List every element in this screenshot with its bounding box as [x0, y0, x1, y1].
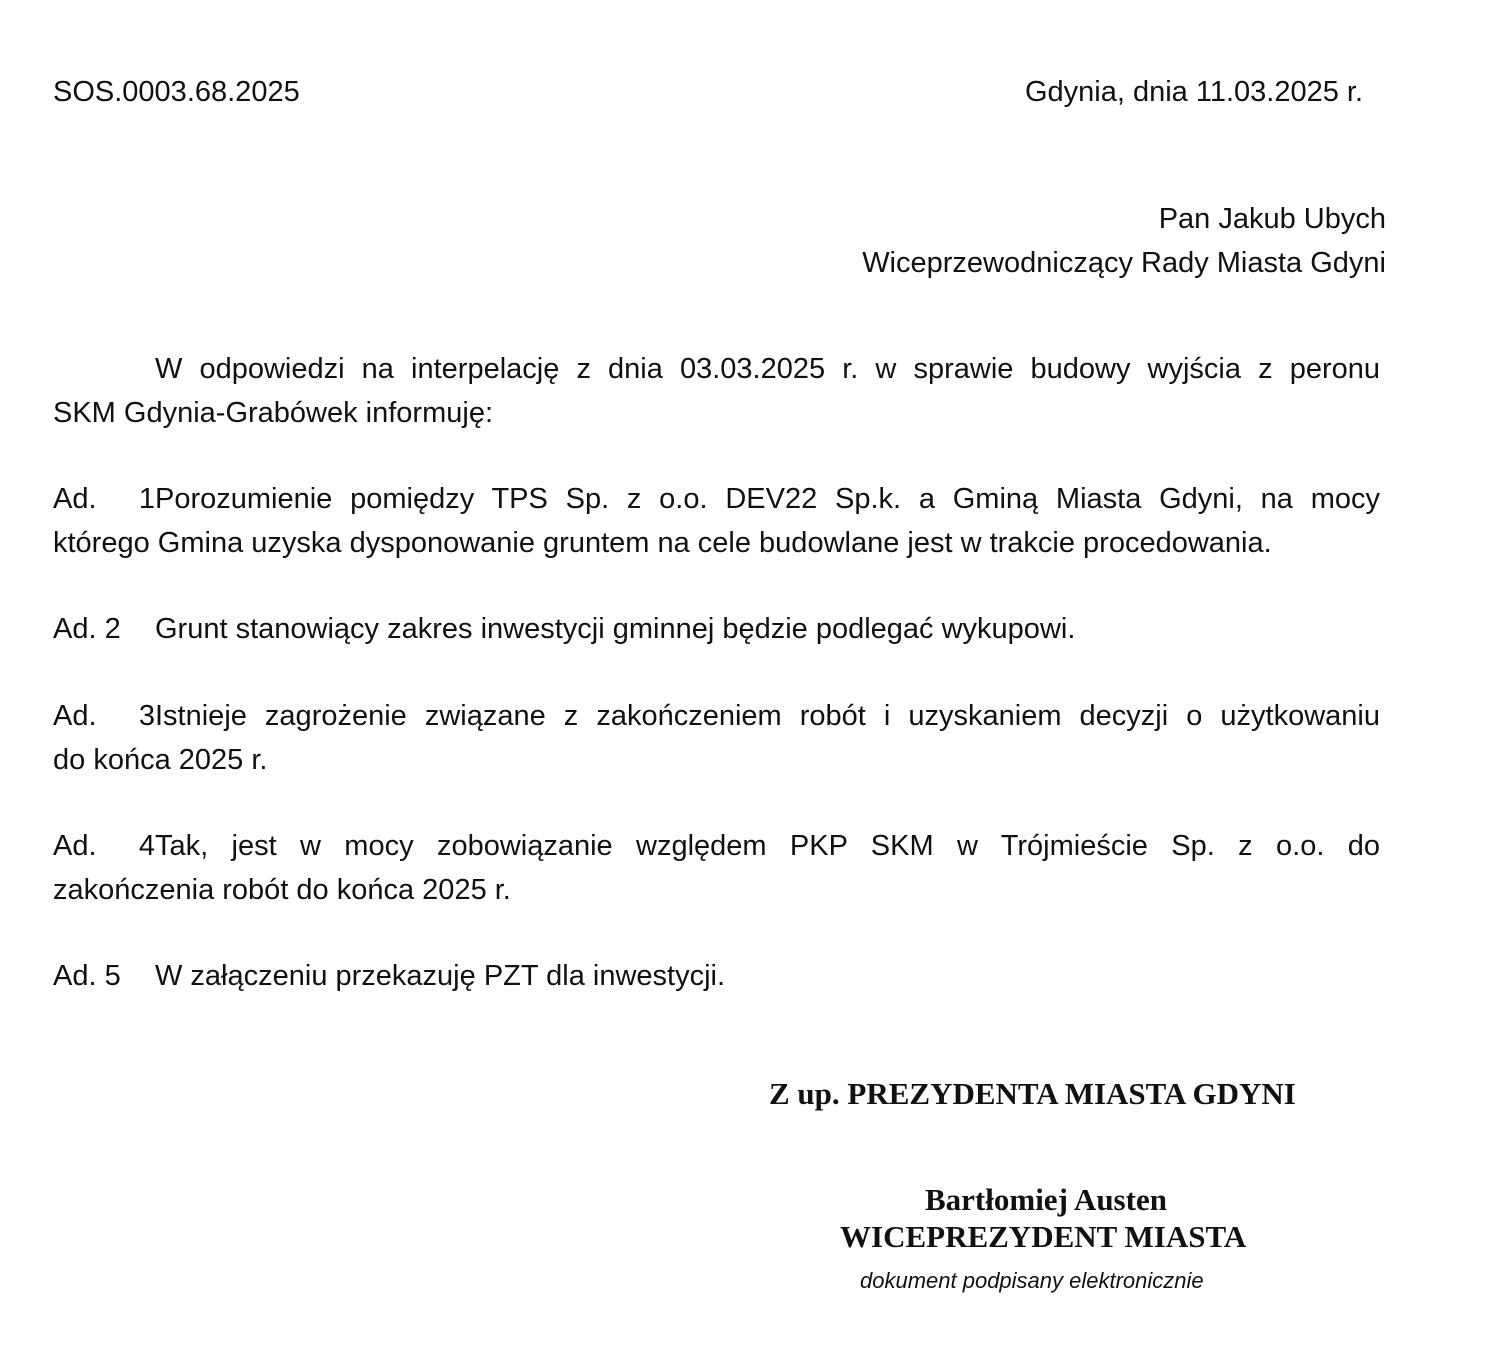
- item-label: Ad. 2: [53, 613, 121, 645]
- signer-title: WICEPREZYDENT MIASTA: [840, 1219, 1247, 1254]
- item-label: Ad. 3: [53, 700, 155, 732]
- item-ad-1-line-1: [53, 477, 1380, 521]
- intro-paragraph: [53, 347, 1380, 435]
- item-text: Tak, jest w mocy zobowiązanie względem PKP SKM w Trójmieście Sp. z o.o. do: [155, 830, 1380, 862]
- item-ad-3-line-2: do końca 2025 r.: [53, 744, 268, 776]
- item-ad-4-line-1: [53, 824, 1380, 868]
- signature-authority: Z up. PREZYDENTA MIASTA GDYNI: [769, 1076, 1296, 1111]
- recipient-block: [862, 197, 1386, 285]
- item-ad-5: [53, 954, 1380, 998]
- electronic-signature-note: dokument podpisany elektronicznie: [860, 1268, 1204, 1293]
- document-reference: SOS.0003.68.2025: [53, 76, 300, 108]
- item-text: Istnieje zagrożenie związane z zakończeniem robót i uzyskaniem decyzji o użytkowaniu: [155, 700, 1380, 732]
- item-text: Porozumienie pomiędzy TPS Sp. z o.o. DEV22 Sp.k. a Gminą Miasta Gdyni, na mocy: [155, 483, 1380, 515]
- item-text: W załączeniu przekazuję PZT dla inwestycji.: [155, 960, 726, 992]
- signer-name: Bartłomiej Austen: [925, 1182, 1167, 1217]
- item-ad-1-line-2: którego Gmina uzyska dysponowanie gruntem na cele budowlane jest w trakcie procedowania.: [53, 527, 1272, 559]
- item-ad-3: [53, 694, 1380, 782]
- item-label: Ad. 1: [53, 483, 155, 515]
- item-ad-1: [53, 477, 1380, 565]
- item-label: Ad. 5: [53, 960, 121, 992]
- intro-line-2: SKM Gdynia-Grabówek informuję:: [53, 397, 493, 429]
- item-text: Grunt stanowiący zakres inwestycji gminnej będzie podlegać wykupowi.: [155, 613, 1076, 645]
- item-ad-5-line-1: [53, 954, 1380, 998]
- recipient-title: Wiceprzewodniczący Rady Miasta Gdyni: [862, 247, 1386, 279]
- place-date: Gdynia, dnia 11.03.2025 r.: [1024, 76, 1363, 108]
- item-ad-2: [53, 607, 1380, 651]
- recipient-name: Pan Jakub Ubych: [1158, 203, 1386, 235]
- item-ad-3-line-1: [53, 694, 1380, 738]
- item-label: Ad. 4: [53, 830, 155, 862]
- item-ad-4: [53, 824, 1380, 912]
- item-ad-2-line-1: [53, 607, 1380, 651]
- intro-line-1: W odpowiedzi na interpelację z dnia 03.03.2025 r. w sprawie budowy wyjścia z peronu: [155, 353, 1380, 385]
- item-ad-4-line-2: zakończenia robót do końca 2025 r.: [53, 874, 511, 906]
